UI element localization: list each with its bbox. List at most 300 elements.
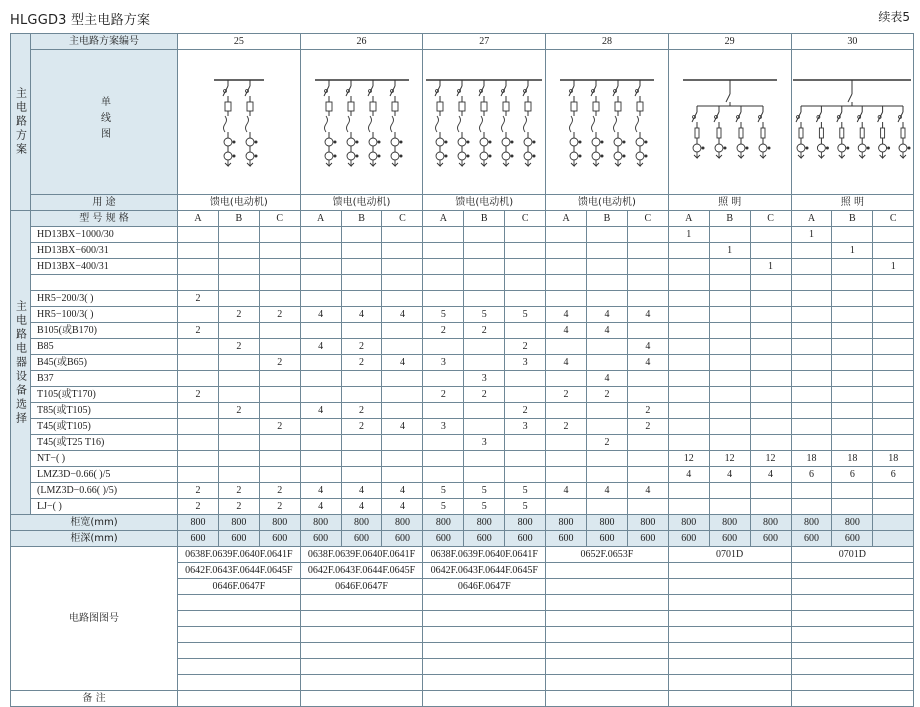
circuit-diagram-label: 电路图图号 <box>11 547 178 691</box>
circuit-diagram-number <box>546 643 669 659</box>
equipment-quantity <box>832 339 873 355</box>
equipment-quantity <box>259 371 300 387</box>
circuit-diagram-number <box>791 563 914 579</box>
equipment-quantity: 3 <box>423 419 464 435</box>
equipment-quantity <box>873 243 914 259</box>
equipment-quantity: 6 <box>832 467 873 483</box>
remarks-value <box>423 691 546 707</box>
equipment-quantity <box>341 243 382 259</box>
equipment-quantity <box>505 435 546 451</box>
equipment-quantity: 4 <box>382 483 423 499</box>
cabinet-depth <box>873 531 914 547</box>
equipment-quantity <box>382 291 423 307</box>
equipment-quantity <box>587 419 628 435</box>
table-row <box>11 547 914 563</box>
equipment-quantity <box>259 467 300 483</box>
equipment-quantity: 1 <box>873 259 914 275</box>
equipment-quantity <box>178 451 219 467</box>
equipment-quantity: 4 <box>627 355 668 371</box>
cabinet-width: 800 <box>464 515 505 531</box>
equipment-quantity <box>218 355 259 371</box>
equipment-quantity <box>668 243 709 259</box>
single-line-diagram <box>546 50 669 195</box>
equipment-quantity <box>546 243 587 259</box>
cabinet-depth: 600 <box>709 531 750 547</box>
equipment-quantity <box>382 259 423 275</box>
equipment-quantity <box>382 275 423 291</box>
cabinet-depth: 600 <box>832 531 873 547</box>
table-row <box>11 403 914 419</box>
equipment-quantity: 5 <box>505 307 546 323</box>
equipment-quantity <box>668 371 709 387</box>
equipment-quantity <box>546 227 587 243</box>
equipment-quantity: 4 <box>627 339 668 355</box>
equipment-quantity: 4 <box>546 323 587 339</box>
equipment-quantity <box>423 451 464 467</box>
equipment-quantity <box>505 259 546 275</box>
equipment-quantity <box>505 291 546 307</box>
circuit-diagram-number <box>668 611 791 627</box>
equipment-quantity <box>382 403 423 419</box>
equipment-quantity <box>873 339 914 355</box>
equipment-quantity <box>709 291 750 307</box>
equipment-quantity: 1 <box>668 227 709 243</box>
equipment-quantity: 4 <box>587 323 628 339</box>
circuit-diagram-number <box>546 627 669 643</box>
table-row <box>11 50 914 195</box>
usage-value: 馈电(电动机) <box>423 195 546 211</box>
equipment-quantity: 2 <box>505 403 546 419</box>
circuit-diagram-number <box>178 675 301 691</box>
equipment-quantity <box>423 291 464 307</box>
equipment-quantity <box>218 419 259 435</box>
equipment-model: HD13BX−600/31 <box>31 243 178 259</box>
usage-value: 馈电(电动机) <box>546 195 669 211</box>
equipment-quantity <box>668 499 709 515</box>
equipment-quantity <box>218 387 259 403</box>
cabinet-width: 800 <box>341 515 382 531</box>
equipment-quantity: 1 <box>709 243 750 259</box>
equipment-quantity <box>382 227 423 243</box>
sub-column-header: C <box>750 211 791 227</box>
equipment-quantity <box>178 307 219 323</box>
table-row <box>11 34 914 50</box>
equipment-quantity <box>668 259 709 275</box>
equipment-quantity: 2 <box>218 403 259 419</box>
equipment-quantity: 2 <box>178 387 219 403</box>
table-row <box>11 243 914 259</box>
equipment-quantity: 4 <box>300 499 341 515</box>
table-row <box>11 211 914 227</box>
equipment-quantity <box>300 291 341 307</box>
equipment-quantity <box>873 307 914 323</box>
equipment-quantity <box>750 355 791 371</box>
equipment-model: HD13BX−400/31 <box>31 259 178 275</box>
equipment-quantity <box>709 499 750 515</box>
equipment-quantity <box>178 467 219 483</box>
table-row <box>11 451 914 467</box>
equipment-quantity: 2 <box>587 435 628 451</box>
equipment-quantity: 2 <box>423 387 464 403</box>
circuit-diagram-number: 0642F.0643F.0644F.0645F <box>178 563 301 579</box>
equipment-quantity <box>259 259 300 275</box>
equipment-quantity <box>668 323 709 339</box>
equipment-quantity <box>709 371 750 387</box>
circuit-diagram-number <box>668 675 791 691</box>
equipment-quantity <box>791 243 832 259</box>
equipment-quantity <box>709 307 750 323</box>
remarks-value <box>668 691 791 707</box>
equipment-quantity <box>341 435 382 451</box>
circuit-diagram-number <box>791 595 914 611</box>
equipment-quantity <box>382 387 423 403</box>
equipment-quantity <box>546 291 587 307</box>
equipment-quantity: 4 <box>750 467 791 483</box>
circuit-diagram-number <box>423 627 546 643</box>
equipment-quantity <box>832 387 873 403</box>
cabinet-depth: 600 <box>259 531 300 547</box>
equipment-quantity <box>791 339 832 355</box>
equipment-quantity <box>587 275 628 291</box>
circuit-diagram-number: 0638F.0639F.0640F.0641F <box>300 547 423 563</box>
equipment-quantity: 5 <box>423 499 464 515</box>
equipment-quantity <box>668 403 709 419</box>
equipment-quantity: 4 <box>546 355 587 371</box>
equipment-quantity <box>668 275 709 291</box>
circuit-diagram-number <box>668 595 791 611</box>
equipment-quantity <box>668 419 709 435</box>
usage-value: 照 明 <box>668 195 791 211</box>
equipment-quantity <box>709 387 750 403</box>
circuit-diagram-number <box>423 611 546 627</box>
equipment-quantity <box>709 435 750 451</box>
equipment-quantity <box>587 243 628 259</box>
equipment-quantity <box>341 371 382 387</box>
equipment-quantity <box>709 419 750 435</box>
equipment-quantity <box>218 291 259 307</box>
equipment-quantity <box>873 291 914 307</box>
equipment-quantity: 2 <box>259 355 300 371</box>
equipment-quantity <box>218 467 259 483</box>
equipment-quantity <box>178 275 219 291</box>
equipment-quantity <box>627 323 668 339</box>
equipment-quantity <box>750 339 791 355</box>
equipment-quantity <box>750 227 791 243</box>
cabinet-width: 800 <box>300 515 341 531</box>
equipment-quantity <box>505 387 546 403</box>
circuit-diagram-number <box>178 627 301 643</box>
model-spec-label: 型 号 规 格 <box>31 211 178 227</box>
equipment-quantity <box>464 451 505 467</box>
sub-column-header: B <box>832 211 873 227</box>
equipment-quantity <box>791 259 832 275</box>
equipment-quantity: 5 <box>423 307 464 323</box>
equipment-quantity <box>218 243 259 259</box>
equipment-quantity <box>791 435 832 451</box>
section-equipment-label: 主电路电器设备选择 <box>11 211 31 515</box>
table-row <box>11 355 914 371</box>
equipment-quantity <box>505 467 546 483</box>
equipment-quantity: 2 <box>259 499 300 515</box>
circuit-diagram-number <box>300 611 423 627</box>
circuit-diagram-number <box>668 563 791 579</box>
equipment-quantity <box>341 451 382 467</box>
cabinet-depth: 600 <box>791 531 832 547</box>
equipment-quantity <box>178 243 219 259</box>
equipment-quantity <box>464 355 505 371</box>
equipment-quantity: 4 <box>382 419 423 435</box>
table-row <box>11 307 914 323</box>
circuit-diagram-number <box>423 659 546 675</box>
equipment-quantity <box>464 339 505 355</box>
equipment-quantity <box>259 451 300 467</box>
equipment-quantity <box>341 291 382 307</box>
sub-column-header: A <box>791 211 832 227</box>
sub-column-header: B <box>587 211 628 227</box>
equipment-quantity <box>832 371 873 387</box>
cabinet-depth: 600 <box>423 531 464 547</box>
equipment-quantity: 4 <box>587 307 628 323</box>
circuit-diagram-number <box>791 675 914 691</box>
equipment-quantity <box>627 387 668 403</box>
remarks-value <box>178 691 301 707</box>
equipment-quantity: 3 <box>464 435 505 451</box>
equipment-quantity: 4 <box>668 467 709 483</box>
equipment-quantity <box>341 275 382 291</box>
equipment-quantity <box>300 275 341 291</box>
sub-column-header: B <box>341 211 382 227</box>
equipment-quantity <box>259 403 300 419</box>
equipment-quantity <box>505 451 546 467</box>
equipment-quantity: 2 <box>178 291 219 307</box>
cabinet-width: 800 <box>587 515 628 531</box>
circuit-diagram-number <box>300 595 423 611</box>
table-row <box>11 387 914 403</box>
equipment-quantity <box>791 483 832 499</box>
equipment-quantity <box>259 387 300 403</box>
sub-column-header: A <box>423 211 464 227</box>
single-line-diagram-icon <box>671 52 789 192</box>
table-row <box>11 467 914 483</box>
equipment-quantity <box>791 291 832 307</box>
table-row <box>11 531 914 547</box>
table-row <box>11 227 914 243</box>
equipment-model: T45(或T105) <box>31 419 178 435</box>
equipment-quantity <box>668 307 709 323</box>
equipment-quantity: 3 <box>505 355 546 371</box>
equipment-quantity <box>464 259 505 275</box>
equipment-quantity <box>587 291 628 307</box>
cabinet-width: 800 <box>791 515 832 531</box>
sub-column-header: C <box>873 211 914 227</box>
single-line-diagram <box>178 50 301 195</box>
circuit-diagram-number <box>300 627 423 643</box>
cabinet-depth: 600 <box>668 531 709 547</box>
equipment-quantity <box>627 371 668 387</box>
equipment-quantity: 18 <box>791 451 832 467</box>
single-line-label <box>31 50 178 195</box>
equipment-quantity <box>791 275 832 291</box>
cabinet-depth: 600 <box>218 531 259 547</box>
equipment-quantity: 4 <box>341 483 382 499</box>
equipment-quantity <box>791 323 832 339</box>
equipment-quantity <box>832 483 873 499</box>
equipment-quantity <box>791 371 832 387</box>
equipment-quantity <box>423 467 464 483</box>
equipment-quantity <box>382 371 423 387</box>
remarks-label: 备 注 <box>11 691 178 707</box>
equipment-quantity <box>750 275 791 291</box>
sub-column-header: A <box>300 211 341 227</box>
equipment-quantity <box>218 371 259 387</box>
equipment-quantity <box>832 403 873 419</box>
equipment-quantity <box>873 483 914 499</box>
equipment-quantity <box>546 403 587 419</box>
equipment-model: T105(或T170) <box>31 387 178 403</box>
circuit-diagram-number <box>668 643 791 659</box>
equipment-quantity: 2 <box>341 419 382 435</box>
equipment-quantity <box>709 275 750 291</box>
equipment-quantity: 6 <box>791 467 832 483</box>
equipment-quantity: 2 <box>341 339 382 355</box>
circuit-diagram-number <box>300 643 423 659</box>
sub-column-header: C <box>627 211 668 227</box>
equipment-quantity <box>832 435 873 451</box>
equipment-quantity: 4 <box>300 307 341 323</box>
single-line-diagram-icon <box>180 52 298 192</box>
equipment-quantity <box>464 419 505 435</box>
equipment-quantity <box>750 403 791 419</box>
equipment-quantity <box>178 259 219 275</box>
circuit-diagram-number <box>791 627 914 643</box>
cabinet-width: 800 <box>750 515 791 531</box>
equipment-model: NT−( ) <box>31 451 178 467</box>
circuit-diagram-number <box>423 643 546 659</box>
equipment-quantity <box>546 339 587 355</box>
circuit-diagram-number: 0638F.0639F.0640F.0641F <box>178 547 301 563</box>
cabinet-depth: 600 <box>300 531 341 547</box>
equipment-quantity <box>709 227 750 243</box>
equipment-quantity <box>505 323 546 339</box>
equipment-model: (LMZ3D−0.66( )/5) <box>31 483 178 499</box>
equipment-quantity <box>750 483 791 499</box>
equipment-quantity <box>627 467 668 483</box>
equipment-quantity <box>873 371 914 387</box>
equipment-quantity <box>587 403 628 419</box>
scheme-number-label: 主电路方案编号 <box>31 34 178 50</box>
equipment-quantity <box>873 403 914 419</box>
equipment-model: B37 <box>31 371 178 387</box>
equipment-quantity: 2 <box>178 483 219 499</box>
cabinet-depth: 600 <box>505 531 546 547</box>
equipment-quantity <box>382 339 423 355</box>
equipment-quantity <box>178 339 219 355</box>
equipment-quantity <box>423 339 464 355</box>
equipment-quantity: 2 <box>178 323 219 339</box>
equipment-quantity: 2 <box>218 339 259 355</box>
equipment-quantity <box>873 419 914 435</box>
equipment-quantity <box>464 243 505 259</box>
equipment-quantity <box>259 275 300 291</box>
equipment-quantity <box>587 355 628 371</box>
equipment-quantity: 4 <box>382 499 423 515</box>
usage-value: 照 明 <box>791 195 914 211</box>
equipment-quantity <box>259 323 300 339</box>
sub-column-header: B <box>709 211 750 227</box>
equipment-quantity <box>382 243 423 259</box>
equipment-quantity: 5 <box>505 483 546 499</box>
cabinet-width: 800 <box>832 515 873 531</box>
equipment-quantity <box>832 499 873 515</box>
equipment-quantity <box>873 435 914 451</box>
circuit-diagram-number <box>300 659 423 675</box>
table-row <box>11 291 914 307</box>
equipment-quantity <box>382 323 423 339</box>
cabinet-depth-label: 柜深(mm) <box>11 531 178 547</box>
equipment-quantity <box>750 371 791 387</box>
equipment-quantity: 12 <box>750 451 791 467</box>
equipment-quantity: 4 <box>382 355 423 371</box>
equipment-quantity: 1 <box>832 243 873 259</box>
usage-value: 馈电(电动机) <box>178 195 301 211</box>
remarks-value <box>791 691 914 707</box>
equipment-quantity <box>300 419 341 435</box>
equipment-quantity <box>423 371 464 387</box>
cabinet-width: 800 <box>178 515 219 531</box>
sub-column-header: B <box>218 211 259 227</box>
table-row <box>11 275 914 291</box>
equipment-quantity <box>423 259 464 275</box>
equipment-quantity <box>423 275 464 291</box>
equipment-quantity <box>300 243 341 259</box>
circuit-diagram-number <box>546 611 669 627</box>
cabinet-depth: 600 <box>178 531 219 547</box>
cabinet-width: 800 <box>259 515 300 531</box>
equipment-quantity <box>627 291 668 307</box>
equipment-quantity <box>709 323 750 339</box>
equipment-quantity <box>178 227 219 243</box>
equipment-quantity: 2 <box>627 419 668 435</box>
equipment-quantity <box>464 227 505 243</box>
equipment-quantity <box>832 275 873 291</box>
equipment-quantity <box>218 435 259 451</box>
equipment-quantity: 2 <box>627 403 668 419</box>
equipment-model: T85(或T105) <box>31 403 178 419</box>
equipment-model: B85 <box>31 339 178 355</box>
equipment-quantity <box>300 451 341 467</box>
equipment-quantity <box>546 467 587 483</box>
equipment-quantity <box>259 291 300 307</box>
equipment-quantity: 5 <box>464 307 505 323</box>
single-line-diagram-icon <box>548 52 666 192</box>
circuit-diagram-number <box>178 611 301 627</box>
equipment-model: T45(或T25 T16) <box>31 435 178 451</box>
cabinet-width-label: 柜宽(mm) <box>11 515 178 531</box>
equipment-quantity: 4 <box>627 483 668 499</box>
equipment-quantity: 2 <box>218 499 259 515</box>
circuit-diagram-number <box>791 643 914 659</box>
cabinet-depth: 600 <box>341 531 382 547</box>
equipment-quantity <box>668 339 709 355</box>
equipment-quantity <box>791 307 832 323</box>
circuit-diagram-number <box>178 659 301 675</box>
equipment-quantity <box>300 259 341 275</box>
equipment-quantity <box>627 499 668 515</box>
equipment-quantity: 4 <box>546 483 587 499</box>
sheet-label: 续表5 <box>878 10 910 24</box>
equipment-quantity: 2 <box>178 499 219 515</box>
equipment-quantity <box>791 403 832 419</box>
